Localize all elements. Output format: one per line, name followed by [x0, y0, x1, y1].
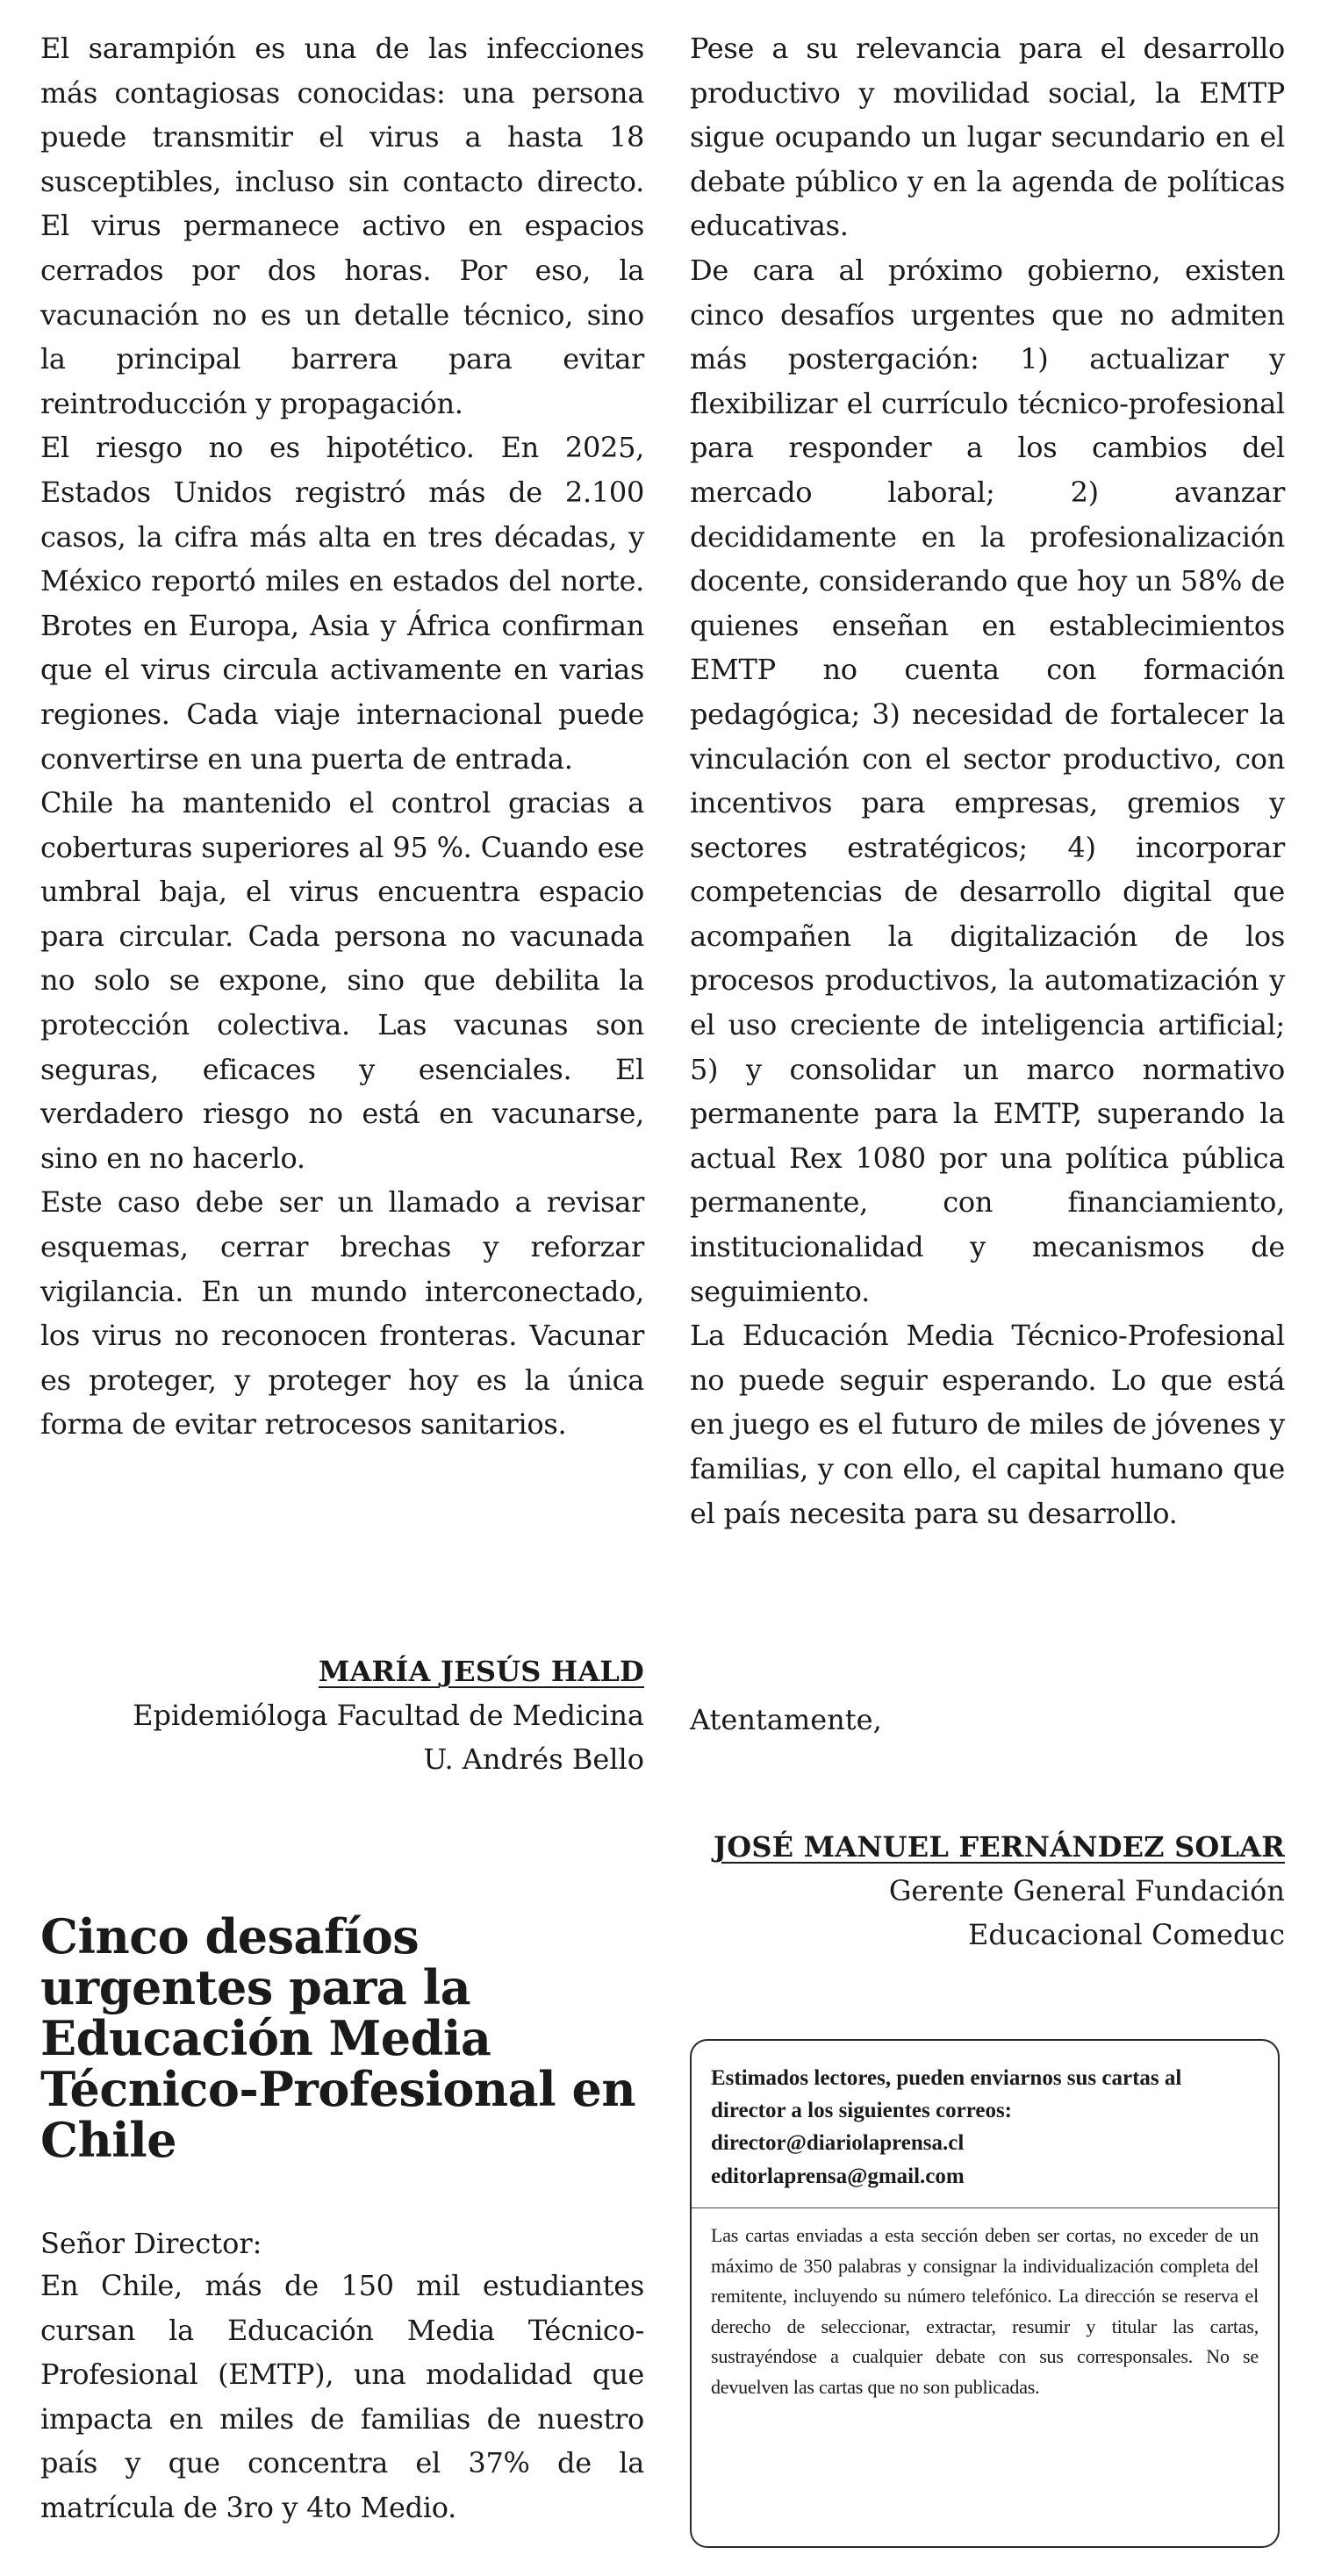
notice-divider: [692, 2207, 1278, 2208]
notice-email-editor[interactable]: editorlaprensa@gmail.com: [711, 2165, 965, 2188]
letter-emtp-closing: Atentamente,: [690, 1703, 882, 1736]
letter-emtp-body: [690, 26, 1285, 1535]
letter-measles-signature: [40, 1649, 644, 1781]
letter-measles-paragraph-1: El sarampión es una de las infecciones más contagiosas conocidas: una persona puede transmitir el virus a hasta 18 susceptibles, incluso sin contacto directo. El virus permanece activo en espacios cerrados por dos horas. Por eso, la vacunación no es un detalle técnico, sino la principal barrera para evitar reintroducción y propagación.: [40, 32, 644, 420]
signature-name: JOSÉ MANUEL FERNÁNDEZ SOLAR: [713, 1830, 1285, 1864]
letter-measles-paragraph-2: El riesgo no es hipotético. En 2025, Estados Unidos registró más de 2.100 casos, la cifra más alta en tres décadas, y México reportó miles en estados del norte. Brotes en Europa, Asia y África confirman que el virus circula activamente en varias regiones. Cada viaje internacional puede convertirse en una puerta de entrada.: [40, 431, 644, 776]
letter-emtp-paragraph-2: De cara al próximo gobierno, existen cinco desafíos urgentes que no admiten más postergación: 1) actualizar y flexibilizar el currículo técnico-profesional para responder a los cambios del mercado laboral; 2) avanzar decididamente en la profesionalización docente, considerando que hoy un 58% de quienes enseñan en establecimientos EMTP no cuenta con formación pedagógica; 3) necesidad de fortalecer la vinculación con el sector productivo, con incentivos para empresas, gremios y sectores estratégicos; 4) incorporar competencias de desarrollo digital que acompañen la digitalización de los procesos productivos, la automatización y el uso creciente de inteligencia artificial; 5) y consolidar un marco normativo permanente para la EMTP, superando la actual Rex 1080 por una política pública permanente, con financiamiento, institucionalidad y mecanismos de seguimiento.: [690, 253, 1285, 1308]
letter-emtp-paragraph-1: Pese a su relevancia para el desarrollo productivo y movilidad social, la EMTP sigue ocupando un lugar secundario en el debate público y en la agenda de políticas educativas.: [690, 32, 1285, 243]
letter-emtp-paragraph-3: La Educación Media Técnico-Profesional no puede seguir esperando. Lo que está en juego es el futuro de miles de jóvenes y familias, y con ello, el capital humano que el país necesita para su desarrollo.: [690, 1319, 1285, 1530]
signature-role-line-2: Educacional Comeduc: [967, 1918, 1285, 1951]
notice-header: Estimados lectores, pueden enviarnos sus cartas al director a los siguientes correos:: [711, 2066, 1182, 2122]
notice-email-director[interactable]: director@diariolaprensa.cl: [711, 2131, 965, 2155]
letter-measles-paragraph-4: Este caso debe ser un llamado a revisar esquemas, cerrar brechas y reforzar vigilancia. En un mundo interconectado, los virus no reconocen fronteras. Vacunar es proteger, y proteger hoy es la única forma de evitar retrocesos sanitarios.: [40, 1185, 644, 1442]
letter-emtp-headline: Cinco desafíos urgentes para la Educación Media Técnico-Profesional en Chile: [40, 1908, 636, 2168]
readers-notice-box: [690, 2039, 1280, 2548]
letter-emtp-intro: En Chile, más de 150 mil estudiantes cursan la Educación Media Técnico-Profesional (EMTP), una modalidad que impacta en miles de familias de nuestro país y que concentra el 37% de la matrícula de 3ro y 4to Medio.: [40, 2269, 644, 2524]
letter-emtp-salutation: Señor Director:: [40, 2227, 262, 2260]
signature-role-line-1: Epidemióloga Facultad de Medicina: [133, 1699, 644, 1732]
signature-name: MARÍA JESÚS HALD: [318, 1655, 644, 1688]
notice-body: Las cartas enviadas a esta sección deben ser cortas, no exceder de un máximo de 350 palabras y consignar la individualización completa del remitente, incluyendo su número telefónico. La dirección se reserva el derecho de seleccionar, extractar, resumir y titular las cartas, sustrayéndose a cualquier debate con sus corresponsales. No se devuelven las cartas que no son publicadas.: [711, 2224, 1259, 2398]
letter-measles-paragraph-3: Chile ha mantenido el control gracias a coberturas superiores al 95 %. Cuando ese umbral baja, el virus encuentra espacio para circular. Cada persona no vacunada no solo se expone, sino que debilita la protección colectiva. Las vacunas son seguras, eficaces y esenciales. El verdadero riesgo no está en vacunarse, sino en no hacerlo.: [40, 786, 644, 1175]
signature-role-line-2: U. Andrés Bello: [423, 1742, 644, 1776]
letter-measles-body: [40, 26, 644, 1447]
signature-role-line-1: Gerente General Fundación: [888, 1874, 1285, 1907]
letter-emtp-signature: [690, 1825, 1285, 1957]
